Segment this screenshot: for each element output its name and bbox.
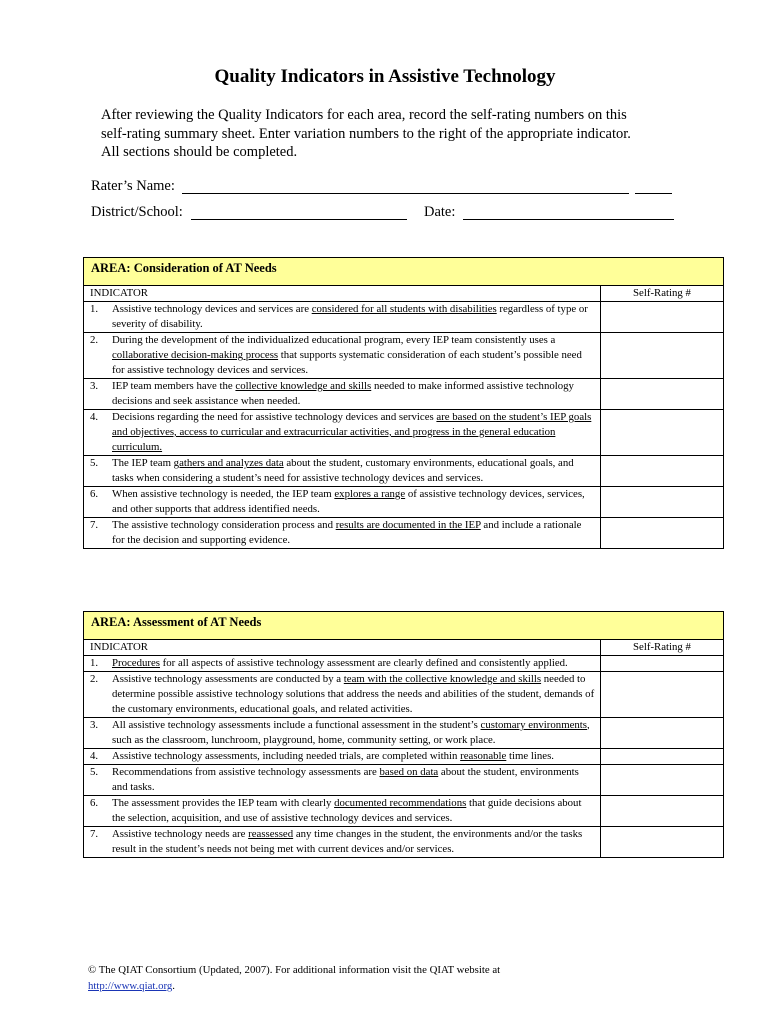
self-rating-input[interactable] xyxy=(601,487,723,517)
footer-end: . xyxy=(172,979,175,992)
indicator-text: Assistive technology assessments, including needed trials, are completed within reasonable time lines. xyxy=(112,750,554,762)
self-rating-input[interactable] xyxy=(601,518,723,548)
key-phrase: collaborative decision-making process xyxy=(112,349,279,361)
area-heading: AREA: Assessment of AT Needs xyxy=(84,612,723,640)
key-phrase: documented recommendations xyxy=(334,797,467,809)
indicator-row xyxy=(84,718,723,749)
indicator-number: 1. xyxy=(90,303,99,315)
self-rating-input[interactable] xyxy=(601,302,723,332)
self-rating-input[interactable] xyxy=(601,656,723,671)
indicator-row xyxy=(84,672,723,718)
key-phrase: reasonable xyxy=(460,750,507,762)
indicator-cell xyxy=(84,518,601,548)
key-phrase: considered for all students with disabilities xyxy=(311,303,497,315)
key-phrase: results are documented in the IEP xyxy=(335,519,481,531)
instruction-line: self-rating summary sheet. Enter variation numbers to the right of the appropriate indicator. xyxy=(101,125,631,142)
key-phrase: gathers and analyzes data xyxy=(173,457,284,469)
key-phrase: based on data xyxy=(379,766,439,778)
key-phrase: collective knowledge and skills xyxy=(235,380,372,392)
indicator-text: Assistive technology assessments are conducted by a team with the collective knowledge and skills needed to determine possible assistive technology solutions that address the needs and abilities of the student, demands of the customary environments, educational goals, and related activities. xyxy=(112,673,595,715)
key-phrase: explores a range xyxy=(334,488,406,500)
self-rating-input[interactable] xyxy=(601,456,723,486)
indicator-row xyxy=(84,518,723,548)
indicator-cell xyxy=(84,718,601,748)
indicator-row xyxy=(84,796,723,827)
indicator-text: IEP team members have the collective knowledge and skills needed to make informed assistive technology decisions and seek assistance when needed. xyxy=(112,380,574,407)
self-rating-input[interactable] xyxy=(601,410,723,455)
self-rating-input[interactable] xyxy=(601,672,723,717)
indicator-number: 1. xyxy=(90,657,99,669)
date-field[interactable] xyxy=(463,219,674,220)
self-rating-input[interactable] xyxy=(601,379,723,409)
key-phrase: Procedures xyxy=(112,657,160,669)
footer-text: © The QIAT Consortium (Updated, 2007). For additional information visit the QIAT website at xyxy=(88,964,501,976)
indicator-text: During the development of the individualized educational program, every IEP team consistently uses a collaborative decision-making process that supports systematic consideration of each student’s possible need for assistive technology devices and services. xyxy=(112,334,582,376)
area-consideration-table xyxy=(83,257,724,549)
indicator-number: 6. xyxy=(90,797,99,809)
self-rating-header: Self-Rating # xyxy=(633,287,691,299)
indicator-row xyxy=(84,333,723,379)
key-phrase: are based on the student’s IEP goals and objectives, access to curricular and extracurricular activities, and progress in the general education curriculum. xyxy=(112,411,592,453)
rater-name-field-extra[interactable] xyxy=(635,193,672,194)
indicator-row xyxy=(84,487,723,518)
district-school-label: District/School: xyxy=(91,204,183,220)
indicator-number: 4. xyxy=(90,411,99,423)
key-phrase: customary environments xyxy=(480,719,587,731)
instructions xyxy=(101,106,691,162)
indicator-text: The assessment provides the IEP team with clearly documented recommendations that guide decisions about the selection, acquisition, and use of assistive technology devices and services. xyxy=(112,797,582,824)
indicator-row xyxy=(84,456,723,487)
indicator-row xyxy=(84,302,723,333)
table-header-row xyxy=(84,640,723,656)
indicator-number: 3. xyxy=(90,719,99,731)
indicator-cell xyxy=(84,410,601,455)
self-rating-input[interactable] xyxy=(601,765,723,795)
indicator-number: 2. xyxy=(90,334,99,346)
indicator-text: The IEP team gathers and analyzes data about the student, customary environments, educational goals, and tasks when considering a student’s need for assistive technology devices and services. xyxy=(112,457,574,484)
key-phrase: team with the collective knowledge and skills xyxy=(343,673,542,685)
indicator-number: 7. xyxy=(90,828,99,840)
indicator-row xyxy=(84,765,723,796)
indicator-cell xyxy=(84,827,601,857)
indicator-cell xyxy=(84,749,601,764)
rater-name-label: Rater’s Name: xyxy=(91,178,175,194)
indicator-text: Decisions regarding the need for assistive technology devices and services are based on the student’s IEP goals and objectives, access to curricular and extracurricular activities, and progress in the general education curriculum. xyxy=(112,411,592,453)
area-assessment-table xyxy=(83,611,724,858)
self-rating-input[interactable] xyxy=(601,827,723,857)
district-school-field[interactable] xyxy=(191,219,407,220)
self-rating-input[interactable] xyxy=(601,796,723,826)
page-title: Quality Indicators in Assistive Technology xyxy=(214,66,556,87)
table-header-row xyxy=(84,286,723,302)
footer xyxy=(88,963,500,994)
indicator-number: 6. xyxy=(90,488,99,500)
indicator-row xyxy=(84,656,723,672)
self-rating-input[interactable] xyxy=(601,718,723,748)
indicator-number: 2. xyxy=(90,673,99,685)
indicator-header: INDICATOR xyxy=(84,286,601,301)
rater-name-field[interactable] xyxy=(182,193,629,194)
indicator-number: 7. xyxy=(90,519,99,531)
indicator-text: Assistive technology devices and services are considered for all students with disabilities regardless of type or severity of disability. xyxy=(112,303,588,330)
self-rating-header: Self-Rating # xyxy=(633,641,691,653)
instruction-line: After reviewing the Quality Indicators for each area, record the self-rating numbers on this xyxy=(101,107,627,123)
indicator-text: All assistive technology assessments include a functional assessment in the student’s customary environments, such as the classroom, lunchroom, playground, home, community setting, or work place. xyxy=(112,719,590,746)
indicator-text: Procedures for all aspects of assistive technology assessment are clearly defined and consistently applied. xyxy=(112,657,568,669)
indicator-cell xyxy=(84,456,601,486)
indicator-row xyxy=(84,410,723,456)
self-rating-input[interactable] xyxy=(601,333,723,378)
self-rating-input[interactable] xyxy=(601,749,723,764)
indicator-cell xyxy=(84,656,601,671)
indicator-text: When assistive technology is needed, the IEP team explores a range of assistive technology devices, services, and other supports that address identified needs. xyxy=(112,488,585,515)
indicator-number: 5. xyxy=(90,457,99,469)
indicator-row xyxy=(84,749,723,765)
indicator-cell xyxy=(84,765,601,795)
area-heading: AREA: Consideration of AT Needs xyxy=(84,258,723,286)
indicator-number: 3. xyxy=(90,380,99,392)
indicator-cell xyxy=(84,487,601,517)
instruction-line: All sections should be completed. xyxy=(101,144,298,160)
indicator-header: INDICATOR xyxy=(84,640,601,655)
indicator-number: 5. xyxy=(90,766,99,778)
indicator-cell xyxy=(84,672,601,717)
indicator-row xyxy=(84,827,723,857)
indicator-cell xyxy=(84,302,601,332)
indicator-cell xyxy=(84,796,601,826)
indicator-text: Recommendations from assistive technology assessments are based on data about the student, environments and tasks. xyxy=(112,766,579,793)
indicator-text: The assistive technology consideration process and results are documented in the IEP and include a rationale for the decision and supporting evidence. xyxy=(112,519,582,546)
indicator-cell xyxy=(84,333,601,378)
indicator-cell xyxy=(84,379,601,409)
indicator-text: Assistive technology needs are reassessed any time changes in the student, the environments and/or the tasks result in the student’s needs not being met with current devices and/or services. xyxy=(112,828,583,855)
indicator-number: 4. xyxy=(90,750,99,762)
qiat-website-link[interactable]: http://www.qiat.org xyxy=(88,979,173,992)
key-phrase: reassessed xyxy=(248,828,294,840)
indicator-row xyxy=(84,379,723,410)
date-label: Date: xyxy=(424,204,456,220)
